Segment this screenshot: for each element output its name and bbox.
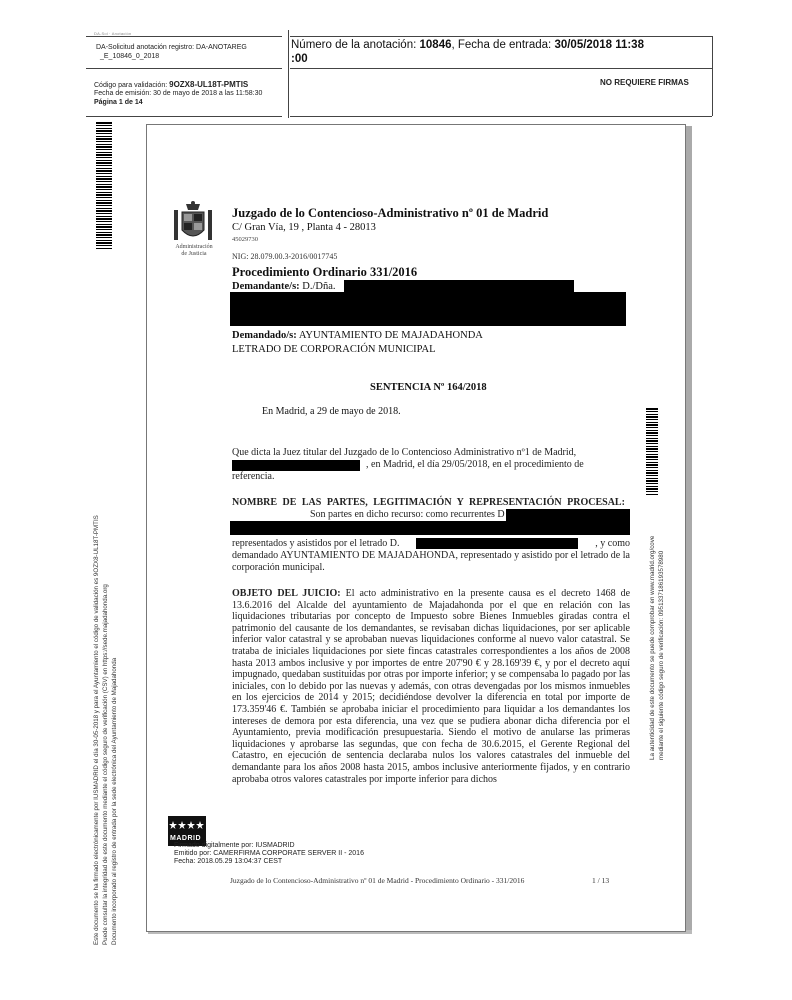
plaintiff-line xyxy=(232,281,336,292)
court-address: C/ Gran Vía, 19 , Planta 4 - 28013 xyxy=(232,222,376,233)
signature-line-2: Emitido por: CAMERFIRMA CORPORATE SERVER II - 2016 xyxy=(174,850,364,857)
record-file: _E_10846_0_2018 xyxy=(100,53,160,60)
ref-code: 45029730 xyxy=(232,236,258,243)
left-barcode xyxy=(96,122,112,250)
right-vertical-line-2: mediante el siguiente código seguro de verificación: 0951337186193578980 xyxy=(658,550,665,760)
defendant-line xyxy=(232,330,483,341)
entry-label: Fecha de entrada: xyxy=(457,39,552,51)
signature-line-1: Firmado digitalmente por: IUSMADRID xyxy=(174,842,295,849)
sentence-title: SENTENCIA Nº 164/2018 xyxy=(370,382,487,393)
emblem-caption-1: Administración xyxy=(175,244,213,250)
emission-text: Fecha de emisión: 30 de mayo de 2018 a las 11:58:30 xyxy=(94,90,263,97)
annotation-label: Número de la anotación: xyxy=(291,39,417,51)
plaintiff-label: Demandante/s: xyxy=(232,281,300,292)
annotation-line: Número de la anotación: 10846, Fecha de entrada: 30/05/2018 11:38 xyxy=(291,39,644,51)
signature-block xyxy=(174,842,364,866)
redaction-plaintiff-name xyxy=(344,280,574,292)
defendant-value: AYUNTAMIENTO DE MAJADAHONDA xyxy=(298,330,483,341)
validation-code: 9OZX8-UL18T-PMTIS xyxy=(169,80,249,89)
parties-heading: NOMBRE DE LAS PARTES, LEGITIMACIÓN Y REPRESENTACIÓN PROCESAL: xyxy=(232,497,625,508)
procedure-title: Procedimiento Ordinario 331/2016 xyxy=(232,265,418,279)
left-vertical-line-3: Documento incorporado al registro de entrada por la sede electrónica del Ayuntamiento de Majadahonda xyxy=(111,657,118,945)
stars-icon xyxy=(168,818,206,834)
paragraph-judge: Que dicta la Juez titular del Juzgado de lo Contencioso Administrativo nº1 de Madrid, xyxy=(232,447,577,458)
entry-date: 30/05/2018 11:38 xyxy=(554,39,644,51)
parties-rest: demandado AYUNTAMIENTO DE MAJADAHONDA, representado y asistido por el letrado de la corporación municipal. xyxy=(232,550,630,573)
defendant-label: Demandado/s: xyxy=(232,330,297,341)
court-name: Juzgado de lo Contencioso-Administrativo nº 01 de Madrid xyxy=(232,206,549,220)
spain-coat-of-arms-icon xyxy=(170,200,216,246)
lawyer-line: LETRADO DE CORPORACIÓN MUNICIPAL xyxy=(232,344,436,355)
logo-text: MADRID xyxy=(170,835,201,842)
signature-line-3: Fecha: 2018.05.29 13:04:37 CEST xyxy=(174,858,283,865)
parties-line3-a: representados y asistidos por el letrado D. xyxy=(232,538,400,549)
record-code: DA-ANOTAREG xyxy=(196,44,247,51)
parties-lead: Son partes en dicho recurso: como recurrentes D xyxy=(310,509,505,520)
entry-time-cont: :00 xyxy=(291,53,308,65)
record-line xyxy=(96,43,286,52)
right-vertical-line-1: La autenticidad de este documento se puede comprobar en www.madrid.org/cove xyxy=(649,535,656,760)
plaintiff-value: D./Dña. xyxy=(302,281,336,292)
record-label: DA-Solicitud anotación registro: xyxy=(96,44,195,51)
page-footer: Juzgado de lo Contencioso-Administrativo nº 01 de Madrid - Procedimiento Ordinario - 331/2016 xyxy=(230,876,525,885)
parties-line3-b: , y como xyxy=(595,538,630,549)
validation-label: Código para validación: xyxy=(94,82,168,89)
redaction-lawyer-name xyxy=(416,538,578,549)
field-label-1: DA-Sol · Anotación xyxy=(94,31,132,36)
no-signature-required: NO REQUIERE FIRMAS xyxy=(600,78,689,87)
page-number: 1 / 13 xyxy=(592,876,610,885)
redaction-plaintiff-block xyxy=(230,292,626,326)
paragraph-judge-b: , en Madrid, el día 29/05/2018, en el procedimiento de xyxy=(366,459,584,470)
nig: NIG: 28.079.00.3-2016/0017745 xyxy=(232,252,338,261)
emblem-caption xyxy=(168,244,220,258)
page-indicator: Página 1 de 14 xyxy=(94,99,143,106)
date-line: En Madrid, a 29 de mayo de 2018. xyxy=(262,406,401,417)
paragraph-judge-c: referencia. xyxy=(232,471,275,482)
object-paragraph xyxy=(232,588,630,828)
right-barcode xyxy=(646,408,658,496)
left-vertical-line-2: Puede consultar la integridad de este documento mediante el código seguro de verificación (CSV) en https://sede.majadahonda.org xyxy=(102,584,109,945)
emblem-caption-2: de Justicia xyxy=(181,251,207,257)
redaction-judge-name xyxy=(232,460,360,471)
redaction-plaintiffs-2 xyxy=(230,521,630,535)
annotation-number: 10846 xyxy=(419,39,452,51)
object-text: El acto administrativo en la presente causa es el decreto 1468 de 13.6.2016 del Alcalde del ayuntamiento de Majadahonda por el que en relación con las liquidaciones tributarias por concepto de Impuesto sobre Bienes Inmuebles giradas contra el patrimonio del causante de los demandantes, se revisaban dichas liquidaciones, por ser aplicable inferior valor catastral y se aprobaban nuevas liquidaciones conforme al nuevo valor catastral. Se trataba de iniciales liquidaciones por siete fincas catastrales correspondientes a los años de 2008 hasta 2013 ambos inclusive y por importes de entre 207'90 € y 28.169'39 €, y por el decreto aquí impugnado, quedaban sustituidas por otras por importe inferior; y se compensaba lo pagado por las iniciales, con lo debido por las nuevas y además, con otras devengadas por los mismos inmuebles en los ejercicios de 2014 y 2015; decidiéndose devolver la diferencia en total por importe de 173.359'46 €. También se aprobaba iniciar el procedimiento para liquidar a los demandantes los intereses de demora por esta diferencia, una vez que se pudiera abonar dicha diferencia por el Ayuntamiento, previa modificación presupuestaria. Siendo el motivo de anularse las primeras liquidaciones y aprobarse las segundas, que con fecha de 30.6.2015, el Gerente Regional del Catastro, en ejecución de sentencia declaraba nulos los valores catastrales del inmueble del demandante para los años 2008 hasta 2015, ambos inclusive anteriormente fijados, y en contrario aprobaba otros valores catastrales por importe inferior para dichos xyxy=(232,588,630,785)
left-vertical-line-1: Este documento se ha firmado electrónicamente por IUSMADRID el día 30-05-2018 y para el Ayuntamiento el código de validación es 9OZX8-UL18T-PMTIS xyxy=(93,515,100,945)
redaction-plaintiffs-1 xyxy=(506,509,630,521)
object-heading: OBJETO DEL JUICIO: xyxy=(232,588,341,599)
